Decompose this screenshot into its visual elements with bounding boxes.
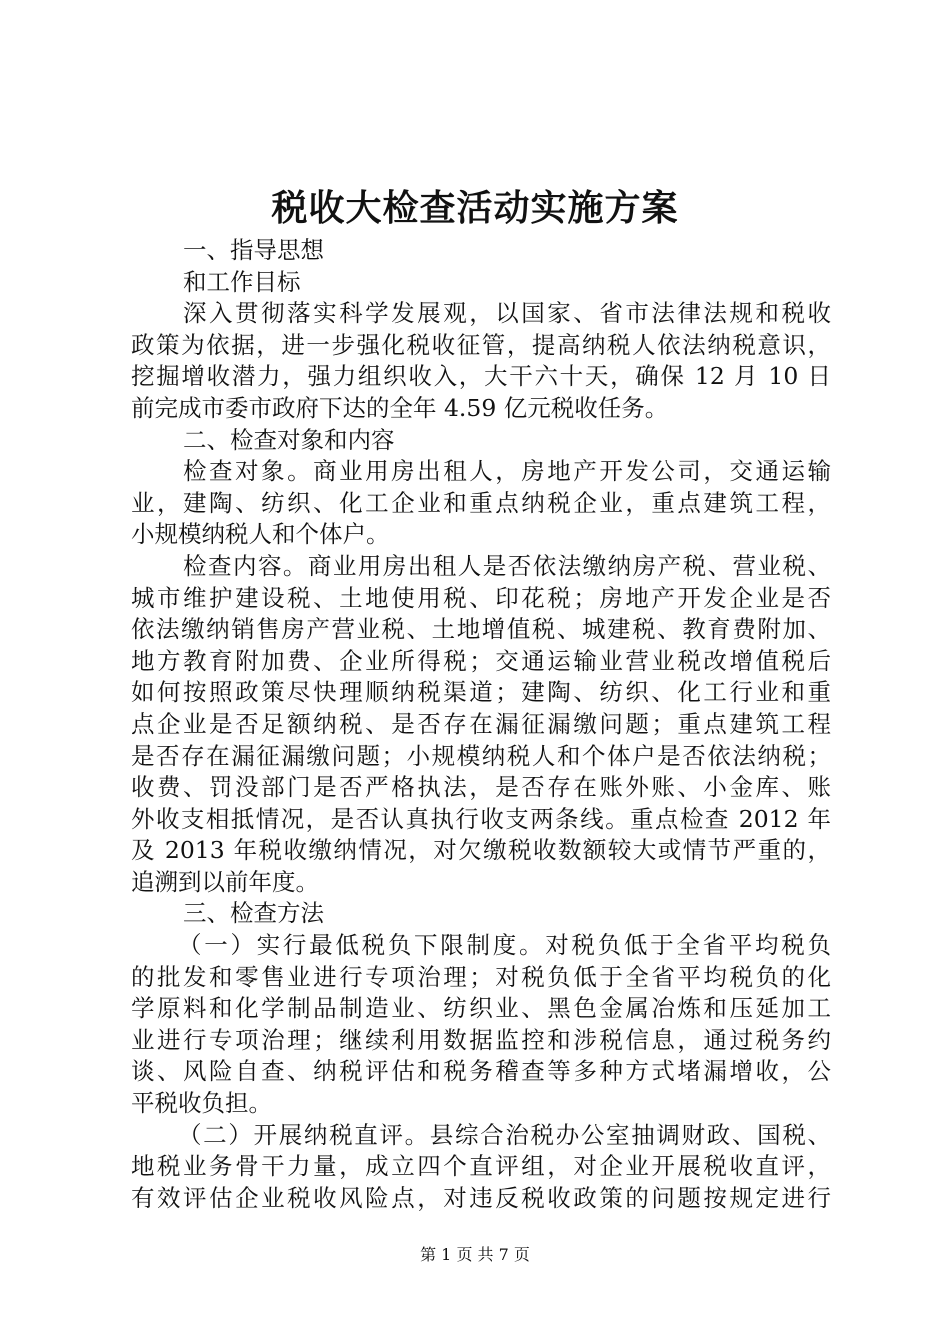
paragraph-line: 业进行专项治理；继续利用数据监控和涉税信息，通过税务约 [131, 1025, 831, 1054]
paragraph-line: 谈、风险自查、纳税评估和税务稽查等多种方式堵漏增收，公 [131, 1057, 831, 1086]
paragraph-line: 及 2013 年税收缴纳情况，对欠缴税收数额较大或情节严重的， [131, 836, 831, 865]
paragraph-line: 地税业务骨干力量，成立四个直评组，对企业开展税收直评， [131, 1152, 831, 1181]
paragraph-line: 学原料和化学制品制造业、纺织业、黑色金属冶炼和压延加工 [131, 994, 831, 1023]
paragraph-line: 地方教育附加费、企业所得税；交通运输业营业税改增值税后 [131, 646, 831, 675]
document-title: 税收大检查活动实施方案 [271, 187, 679, 229]
paragraph-line: 追溯到以前年度。 [131, 867, 319, 896]
paragraph-line: 外收支相抵情况，是否认真执行收支两条线。重点检查 2012 年 [131, 804, 831, 833]
paragraph-line: 点企业是否足额纳税、是否存在漏征漏缴问题；重点建筑工程 [131, 709, 831, 738]
document-body [131, 235, 831, 1214]
paragraph-line: 政策为依据，进一步强化税收征管，提高纳税人依法纳税意识， [131, 330, 831, 359]
heading-1: 一、指导思想 [183, 236, 324, 264]
paragraph-line: （二）开展纳税直评。县综合治税办公室抽调财政、国税、 [178, 1120, 831, 1149]
paragraph-line: 检查对象。商业用房出租人，房地产开发公司，交通运输 [183, 457, 831, 486]
heading-2: 二、检查对象和内容 [183, 425, 395, 454]
paragraph-line: 深入贯彻落实科学发展观，以国家、省市法律法规和税收 [183, 299, 831, 328]
paragraph-line: 的批发和零售业进行专项治理；对税负低于全省平均税负的化 [131, 962, 831, 991]
paragraph-line: 是否存在漏征漏缴问题；小规模纳税人和个体户是否依法纳税； [131, 741, 831, 770]
heading-3: 三、检查方法 [183, 899, 324, 928]
paragraph-line: 城市维护建设税、土地使用税、印花税；房地产开发企业是否 [131, 583, 831, 612]
paragraph-line: （一）实行最低税负下限制度。对税负低于全省平均税负 [178, 931, 831, 960]
paragraph-line: 前完成市委市政府下达的全年 4.59 亿元税收任务。 [131, 393, 669, 422]
paragraph-line: 如何按照政策尽快理顺纳税渠道；建陶、纺织、化工行业和重 [131, 678, 831, 707]
paragraph-line: 依法缴纳销售房产营业税、土地增值税、城建税、教育费附加、 [131, 615, 831, 644]
heading-1-cont: 和工作目标 [183, 267, 301, 296]
paragraph-line: 平税收负担。 [131, 1089, 272, 1118]
paragraph-line: 小规模纳税人和个体户。 [131, 520, 390, 549]
paragraph-line: 收费、罚没部门是否严格执法，是否存在账外账、小金库、账 [131, 773, 831, 802]
paragraph-line: 有效评估企业税收风险点，对违反税收政策的问题按规定进行 [131, 1183, 831, 1212]
paragraph-line: 挖掘增收潜力，强力组织收入，大干六十天，确保 12 月 10 日 [131, 362, 831, 391]
page-number: 第 1 页 共 7 页 [420, 1245, 530, 1264]
paragraph-line: 检查内容。商业用房出租人是否依法缴纳房产税、营业税、 [183, 551, 831, 580]
paragraph-line: 业，建陶、纺织、化工企业和重点纳税企业，重点建筑工程， [131, 488, 831, 517]
